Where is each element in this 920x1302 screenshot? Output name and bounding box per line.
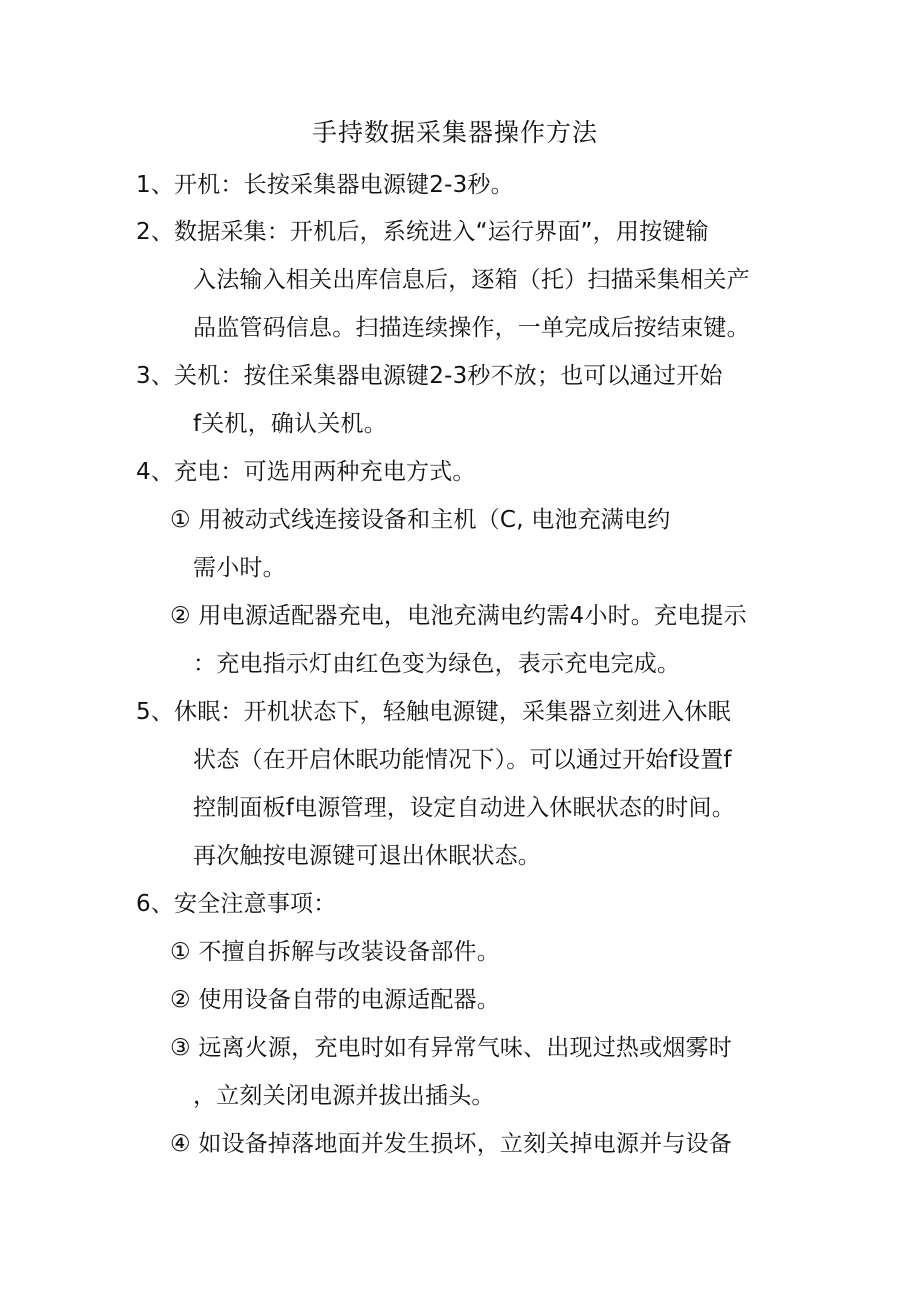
item-5-sleep: 5、休眠：开机状态下，轻触电源键，采集器立刻进入休眠 <box>136 699 731 725</box>
item-6-sub-4: ④ 如设备掉落地面并发生损坏，立刻关掉电源并与设备 <box>170 1131 732 1157</box>
item-3-line-2: f关机，确认关机。 <box>193 411 387 437</box>
item-5-line-3: 控制面板f电源管理，设定自动进入休眠状态的时间。 <box>193 795 735 821</box>
item-4-charging: 4、充电：可选用两种充电方式。 <box>136 459 476 485</box>
item-2-line-2: 入法输入相关出库信息后，逐箱（托）扫描采集相关产 <box>193 267 750 293</box>
item-3-power-off: 3、关机：按住采集器电源键2-3秒不放；也可以通过开始 <box>136 363 723 389</box>
item-6-sub-3: ③ 远离火源，充电时如有异常气味、出现过热或烟雾时 <box>170 1035 732 1061</box>
item-1-power-on: 1、开机：长按采集器电源键2-3秒。 <box>136 172 514 198</box>
item-2-line-3: 品监管码信息。扫描连续操作，一单完成后按结束键。 <box>193 315 750 341</box>
item-6-sub-3-line-2: ，立刻关闭电源并拔出插头。 <box>193 1083 495 1109</box>
item-5-line-4: 再次触按电源键可退出休眠状态。 <box>193 843 541 869</box>
item-2-data-collection: 2、数据采集：开机后，系统进入“运行界面”，用按键输 <box>136 219 709 245</box>
document-title: 手持数据采集器操作方法 <box>312 118 599 147</box>
item-6-sub-1: ① 不擅自拆解与改装设备部件。 <box>170 939 500 965</box>
item-6-safety: 6、安全注意事项： <box>136 891 337 917</box>
item-4-sub-1-line-2: 需小时。 <box>193 555 286 581</box>
item-4-sub-2-line-2: ：充电指示灯由红色变为绿色，表示充电完成。 <box>193 651 681 677</box>
item-6-sub-2: ② 使用设备自带的电源适配器。 <box>170 987 500 1013</box>
item-4-sub-2: ② 用电源适配器充电，电池充满电约需4小时。充电提示 <box>170 603 747 629</box>
item-5-line-2: 状态（在开启休眠功能情况下）。可以通过开始f设置f <box>193 747 732 773</box>
item-4-sub-1: ① 用被动式线连接设备和主机（C, 电池充满电约 <box>170 507 671 533</box>
